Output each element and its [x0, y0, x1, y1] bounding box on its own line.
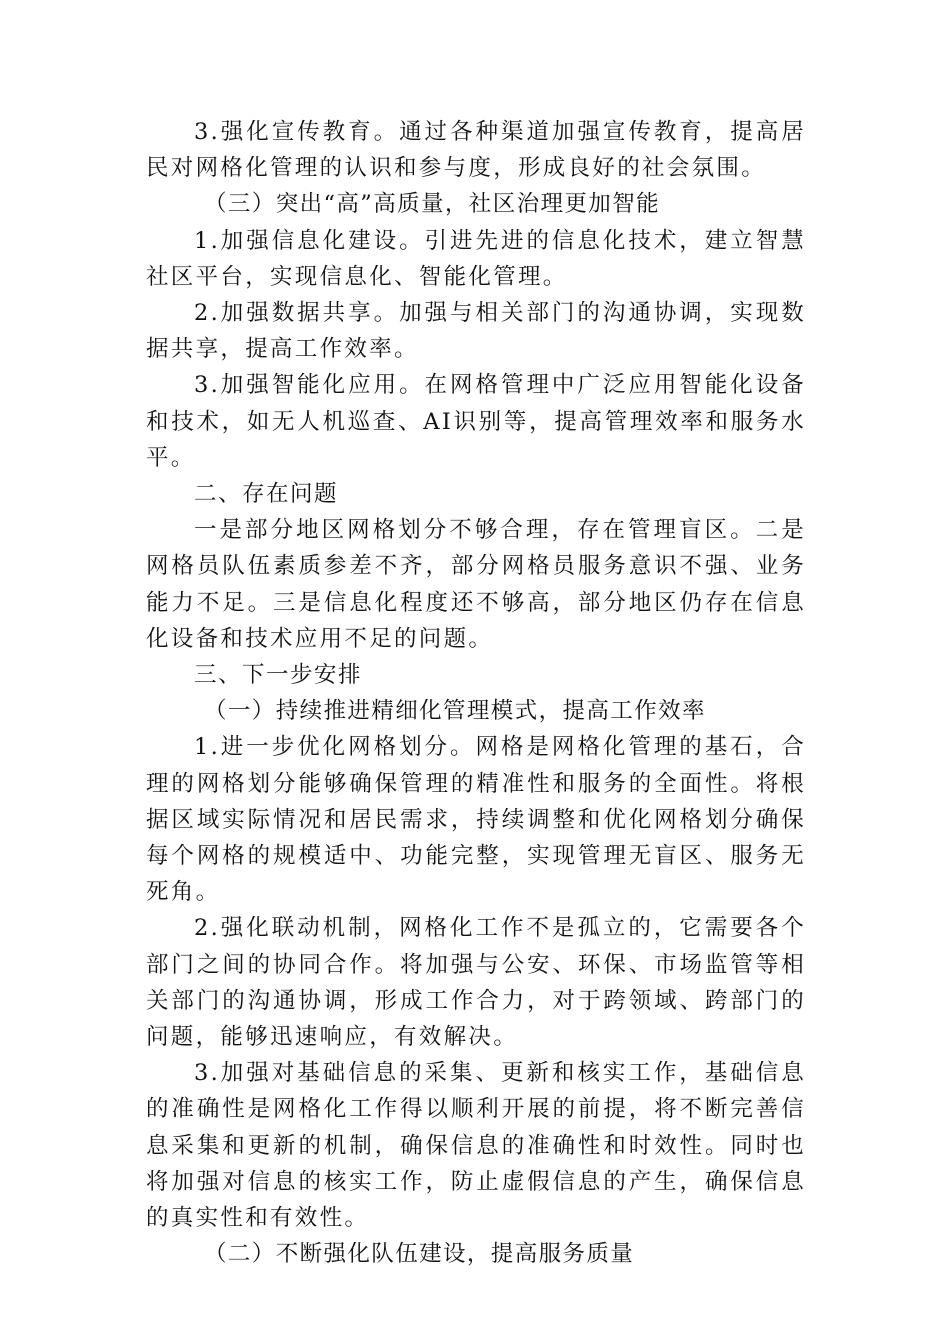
- paragraph-linkage-mechanism: 2.强化联动机制，网格化工作不是孤立的，它需要各个部门之间的协同合作。将加强与公安、环保、市场监管等相关部门的沟通协调，形成工作合力，对于跨领域、跨部门的问题，能够迅速响应，有效解决。: [146, 915, 806, 1051]
- paragraph-basic-information: 3.加强对基础信息的采集、更新和核实工作，基础信息的准确性是网格化工作得以顺利开展的前提，将不断完善信息采集和更新的机制，确保信息的准确性和时效性。同时也将加强对信息的核实工作，防止虚假信息的产生，确保信息的真实性和有效性。: [146, 1060, 806, 1232]
- paragraph-informatization: 1.加强信息化建设。引进先进的信息化技术，建立智慧社区平台，实现信息化、智能化管理。: [146, 227, 806, 290]
- paragraph-data-sharing: 2.加强数据共享。加强与相关部门的沟通协调，实现数据共享，提高工作效率。: [146, 300, 806, 363]
- paragraph-smart-application: 3.加强智能化应用。在网格管理中广泛应用智能化设备和技术，如无人机巡查、AI识别等，提高管理效率和服务水平。: [146, 372, 806, 471]
- document-body: [146, 114, 806, 1273]
- paragraph-problems: 一是部分地区网格划分不够合理，存在管理盲区。二是网格员队伍素质参差不齐，部分网格员服务意识不强、业务能力不足。三是信息化程度还不够高，部分地区仍存在信息化设备和技术应用不足的问题。: [146, 517, 806, 652]
- subheading-smart-governance: （三）突出“高”高质量，社区治理更加智能: [204, 191, 661, 218]
- subheading-refined-management: （一）持续推进精细化管理模式，提高工作效率: [204, 698, 706, 725]
- paragraph-grid-optimization: 1.进一步优化网格划分。网格是网格化管理的基石，合理的网格划分能够确保管理的精准性和服务的全面性。将根据区域实际情况和居民需求，持续调整和优化网格划分确保每个网格的规模适中、功能完整，实现管理无盲区、服务无死角。: [146, 734, 806, 906]
- heading-next-steps: 三、下一步安排: [194, 662, 363, 689]
- paragraph-publicity-education: 3.强化宣传教育。通过各种渠道加强宣传教育，提高居民对网格化管理的认识和参与度，形成良好的社会氛围。: [146, 119, 806, 182]
- subheading-team-building: （二）不断强化队伍建设，提高服务质量: [204, 1241, 635, 1268]
- heading-existing-problems: 二、存在问题: [194, 481, 339, 508]
